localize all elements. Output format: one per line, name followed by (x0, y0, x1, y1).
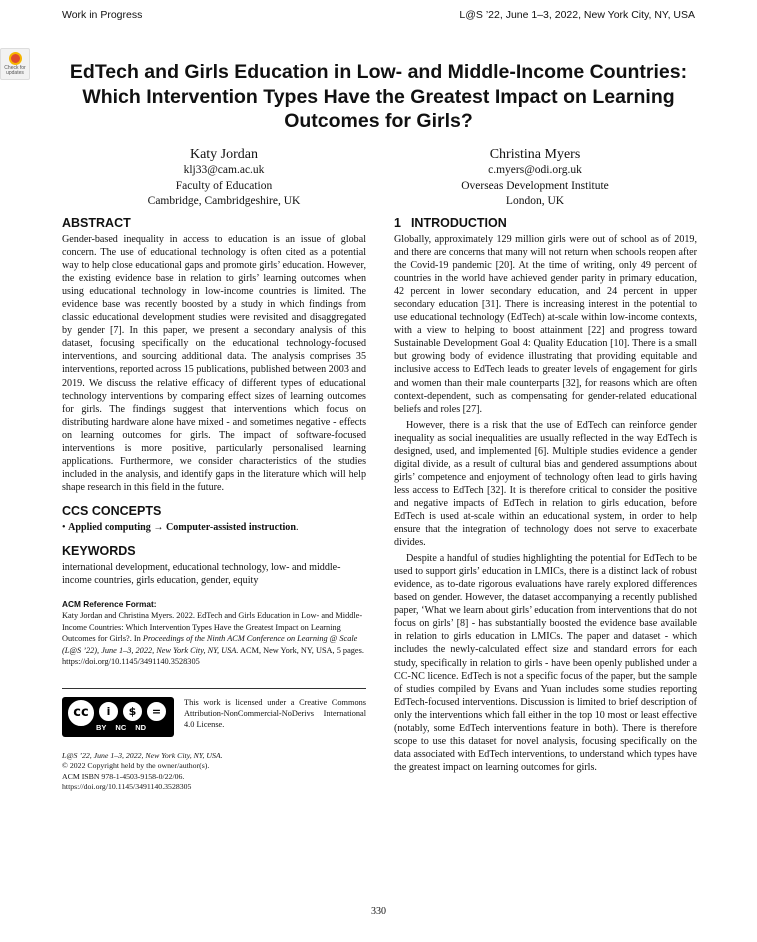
author-location: London, UK (505, 195, 565, 207)
badge-label-1: Check for (4, 65, 26, 71)
running-header-left: Work in Progress (62, 9, 143, 21)
noncommercial-icon: $ (121, 700, 144, 723)
cc-label-by: BY (96, 723, 107, 732)
footer-venue: L@S ’22, June 1–3, 2022, New York City, NY, USA. (62, 751, 223, 761)
cc-license-badge[interactable] (62, 697, 174, 737)
crossmark-icon (9, 52, 22, 65)
author-affiliation: Faculty of Education (175, 179, 273, 192)
intro-paragraph-2: However, there is a risk that the use of EdTech can reinforce gender inequality as social inequalities are usually reflected in the way EdTech is designed, used, and implemented [6]. Multiple studies evidence a gender digital divide, as a result of cultural bias and gendered assumptions about girls’ competence and enjoyment of technology often lead to girls having less access to EdTech [32]. It is therefore critical to consider the positive and negative impacts of EdTech in relation to girls education, before EdTech is used at-scale within an educational system, in order to help ensure that the integration of technology does not serve to exacerbate divides. (394, 419, 697, 549)
paper-title: EdTech and Girls Education in Low- and Middle-Income Countries: Which Intervention Types Have the Greatest Impact on Learning Outcomes for Girls? (69, 61, 688, 132)
running-header-right: L@S ’22, June 1–3, 2022, New York City, NY, USA (459, 9, 695, 21)
reference-format-text (62, 610, 366, 668)
cc-label-nc: NC (115, 723, 127, 732)
author-email[interactable]: c.myers@odi.org.uk (488, 164, 582, 176)
intro-paragraph-3: Despite a handful of studies highlighting the potential for EdTech to be used to support girls’ education in LMICs, there is a distinct lack of robust evidence, as to-date rigorous evaluations have rarely explored differences based on gender. However, the dataset accompanying a recently published paper, ‘What we learn about girls’ education from interventions that do not focus on girls’ [8] - has substantially boosted the evidence base available in relation to girls education in LMICs. The paper and dataset - which includes the newly-calculated effect size and standard errors for each study, specifically in relation to girls - have been openly published under a CC-NC licence. EdTech is not a specific focus of the paper, but the sample of studies compiled by Evans and Yuan includes some studies reporting EdTech-focused interventions. Discussion is limited to brief description of only the interventions which fall either in the top 10 most or least effective (notably, some EdTech interventions feature in both). There is therefore scope to use this dataset for novel analysis, focusing specifically on the data associated with EdTech interventions, to understand which types have the greatest impact on learning outcomes for girls. (394, 553, 697, 773)
author-block (415, 146, 655, 210)
section-title: INTRODUCTION (410, 216, 507, 230)
reference-format-heading: ACM Reference Format: (62, 599, 157, 610)
author-block (104, 146, 344, 210)
keywords-heading: KEYWORDS (62, 543, 136, 558)
license-text: This work is licensed under a Creative Commons Attribution-NonCommercial-NoDerivs International 4.0 License. (184, 698, 366, 730)
attribution-icon: i (97, 700, 120, 723)
ccs-concept-text: Applied computing → Computer-assisted instruction (68, 521, 296, 533)
author-name: Christina Myers (489, 147, 581, 162)
abstract-text: Gender-based inequality in access to education is an issue of global concern. The use of educational technology is often cited as a potential way to help close educational gaps and promote girls’ education. However, the existing evidence base in relation to girls’ learning outcomes when using educational technology in low-income countries is limited. The evidence base was recently boosted by a study in which findings from classic educational development studies were revisited and disaggregated by gender [7]. In this paper, we present a secondary analysis of this dataset, focusing specifically on the educational technology-focused interventions, and sourcing additional data. The analysis comprises 35 interventions, reported across 15 publications, published between 2003 and 2019. We discuss the relative efficacy of different types of educational technology interventions by comparing effect sizes of learning outcomes for girls. The findings suggest that interventions which focus on distributing hardware alone have mixed - and sometimes negative - effects on learning outcomes for girls. The impact of software-focused interventions is more positive, particularly personalised learning applications. Furthermore, we consider characteristics of the studies included in the analysis, and identify gaps in the literature which will help shape research in this field in the future. (62, 234, 366, 493)
copyright-footer (62, 751, 366, 793)
footer-copyright: © 2022 Copyright held by the owner/author(s). (62, 761, 210, 771)
author-location: Cambridge, Cambridgeshire, UK (147, 195, 301, 207)
abstract-heading: ABSTRACT (62, 216, 131, 230)
footnote-divider (62, 688, 366, 689)
author-affiliation: Overseas Development Institute (461, 179, 609, 192)
reference-proceedings: Proceedings of the Ninth ACM Conference on Learning @ Scale (L@S ’22), June 1–3, 2022, New York City, NY, USA. (62, 634, 358, 655)
reference-part-1: Katy Jordan and Christina Myers. 2022. EdTech and Girls Education in Low- and Middle-Income Countries: Which Intervention Types Have the Greatest Impact on Learning Outcomes for Girls?. In (62, 611, 363, 644)
badge-label-2: updates (6, 70, 24, 76)
ccs-concept-end: . (295, 521, 299, 533)
section-number: 1 (394, 216, 401, 230)
keywords-text: international development, educational technology, low- and middle-income countries, girls education, gender, equity (62, 561, 341, 587)
footer-doi[interactable]: https://doi.org/10.1145/3491140.3528305 (62, 782, 192, 792)
cc-label-nd: ND (135, 723, 147, 732)
footer-isbn: ACM ISBN 978-1-4503-9158-0/22/06. (62, 771, 185, 781)
cc-icon: cc (66, 698, 96, 728)
page-number: 330 (371, 906, 386, 917)
ccs-bullet: • (62, 521, 66, 533)
left-column (62, 215, 366, 793)
reference-part-2: ACM, New York, NY, USA, 5 pages. https://doi.org/10.1145/3491140.3528305 (62, 645, 364, 667)
author-email[interactable]: klj33@cam.ac.uk (183, 164, 265, 176)
ccs-concept-item (62, 521, 366, 534)
introduction-heading (394, 215, 697, 231)
right-column (394, 215, 697, 774)
license-block (62, 697, 366, 737)
intro-paragraph-1: Globally, approximately 129 million girls were out of school as of 2019, and there are concerns that many will not return when schools reopen after the Covid-19 pandemic [20]. At the time of writing, only 49 percent of countries in the world have achieved gender parity in primary education, 42 percent in lower secondary education, and 24 percent in upper secondary education [31]. There is increasing interest in the potential to use educational technology (EdTech) at-scale within low-income contexts, with a view to helping to boost attainment [22] and progress toward Sustainable Development Goal 4: Quality Education [10]. There is a small but growing body of evidence illustrating that providing equitable and inclusive access to EdTech leads to greater levels of engagement for girls and women than their male counterparts [32], for reasons which are often context-dependent, such as compensating for gender-related educational beliefs and roles [27]. (394, 234, 697, 415)
noderivs-icon: = (145, 700, 168, 723)
ccs-heading: CCS CONCEPTS (62, 503, 162, 518)
author-name: Katy Jordan (189, 147, 259, 162)
check-for-updates-badge[interactable] (0, 48, 30, 80)
